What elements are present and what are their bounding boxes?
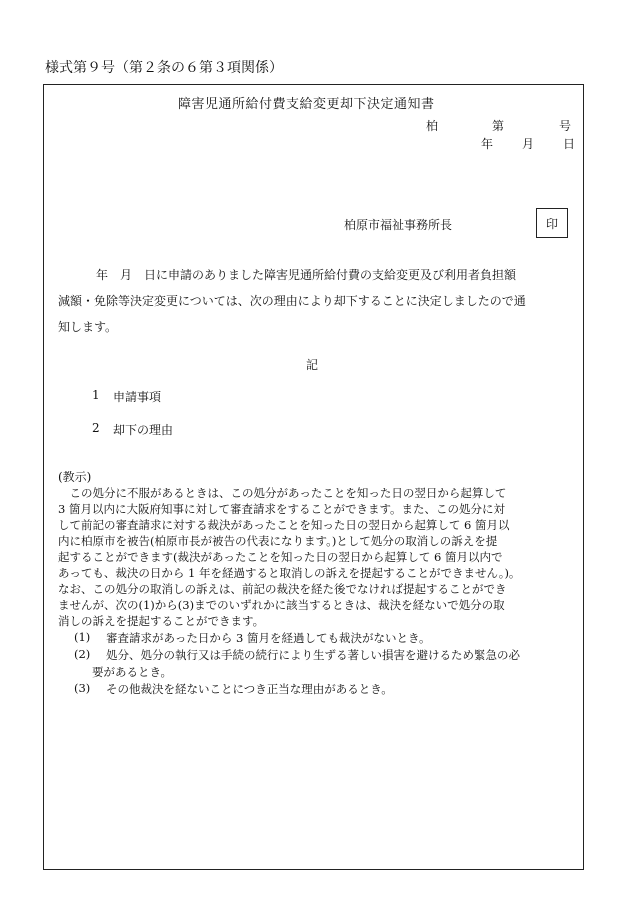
notice-line: 3 箇月以内に大阪府知事に対して審査請求をすることができます。また、この処分に対: [58, 502, 506, 516]
condition-1-text: 審査請求があった日から 3 箇月を経過しても裁決がないとき。: [106, 631, 431, 645]
number-go: 号: [559, 119, 572, 133]
seal-label: 印: [545, 216, 558, 231]
item-1-label: 申請事項: [113, 390, 162, 404]
notice-line: この処分に不服があるときは、この処分があったことを知った日の翌日から起算して: [58, 486, 507, 500]
document-title: 障害児通所給付費支給変更却下決定通知書: [178, 97, 435, 112]
notice-line: 起することができます(裁決があったことを知った日の翌日から起算して 6 箇月以内で: [58, 550, 503, 564]
form-number-label: 様式第９号（第２条の６第３項関係）: [45, 60, 283, 76]
item-1-number: 1: [92, 388, 100, 402]
notice-line: あっても、裁決の日から 1 年を経過すると取消しの訴えを提起することができません。)。: [58, 566, 521, 580]
date-month: 月: [522, 137, 535, 151]
date-year: 年: [481, 137, 494, 151]
document-frame: [43, 84, 584, 870]
notice-line: 内に柏原市を被告(柏原市長が被告の代表になります。)として処分の取消しの訴えを提: [58, 534, 498, 548]
condition-2-number: (2): [74, 647, 91, 661]
number-dai: 第: [492, 119, 505, 133]
body-line-1: 年 月 日に申請のありました障害児通所給付費の支給変更及び利用者負担額: [96, 268, 517, 282]
notice-line: ませんが、次の(1)から(3)までのいずれかに該当するときは、裁決を経ないで処分の取: [58, 598, 505, 612]
seal-box: [536, 208, 568, 238]
notice-heading: (教示): [58, 470, 92, 484]
notice-line: なお、この処分の取消しの訴えは、前記の裁決を経た後でなければ提起することができ: [58, 582, 507, 596]
item-2-label: 却下の理由: [113, 423, 174, 437]
notice-line: 消しの訴えを提起することができます。: [58, 614, 265, 628]
body-line-3: 知します。: [58, 320, 118, 334]
item-2-number: 2: [92, 421, 100, 435]
date-day: 日: [563, 137, 576, 151]
condition-2-text-cont: 要があるとき。: [92, 665, 173, 679]
number-city: 柏: [426, 119, 439, 133]
body-paragraph: [58, 262, 578, 340]
body-line-2: 減額・免除等決定変更については、次の理由により却下することに決定しましたので通: [58, 294, 526, 308]
ki-heading: 記: [306, 358, 319, 372]
notice-line: して前記の審査請求に対する裁決があったことを知った日の翌日から起算して 6 箇月以: [58, 518, 510, 532]
condition-2-text: 処分、処分の執行又は手続の続行により生ずる著しい損害を避けるため緊急の必: [106, 648, 520, 662]
condition-3-text: その他裁決を経ないことにつき正当な理由があるとき。: [106, 682, 393, 696]
issuer-name: 柏原市福祉事務所長: [344, 218, 453, 232]
condition-1-number: (1): [74, 630, 91, 644]
condition-3-number: (3): [74, 681, 91, 695]
